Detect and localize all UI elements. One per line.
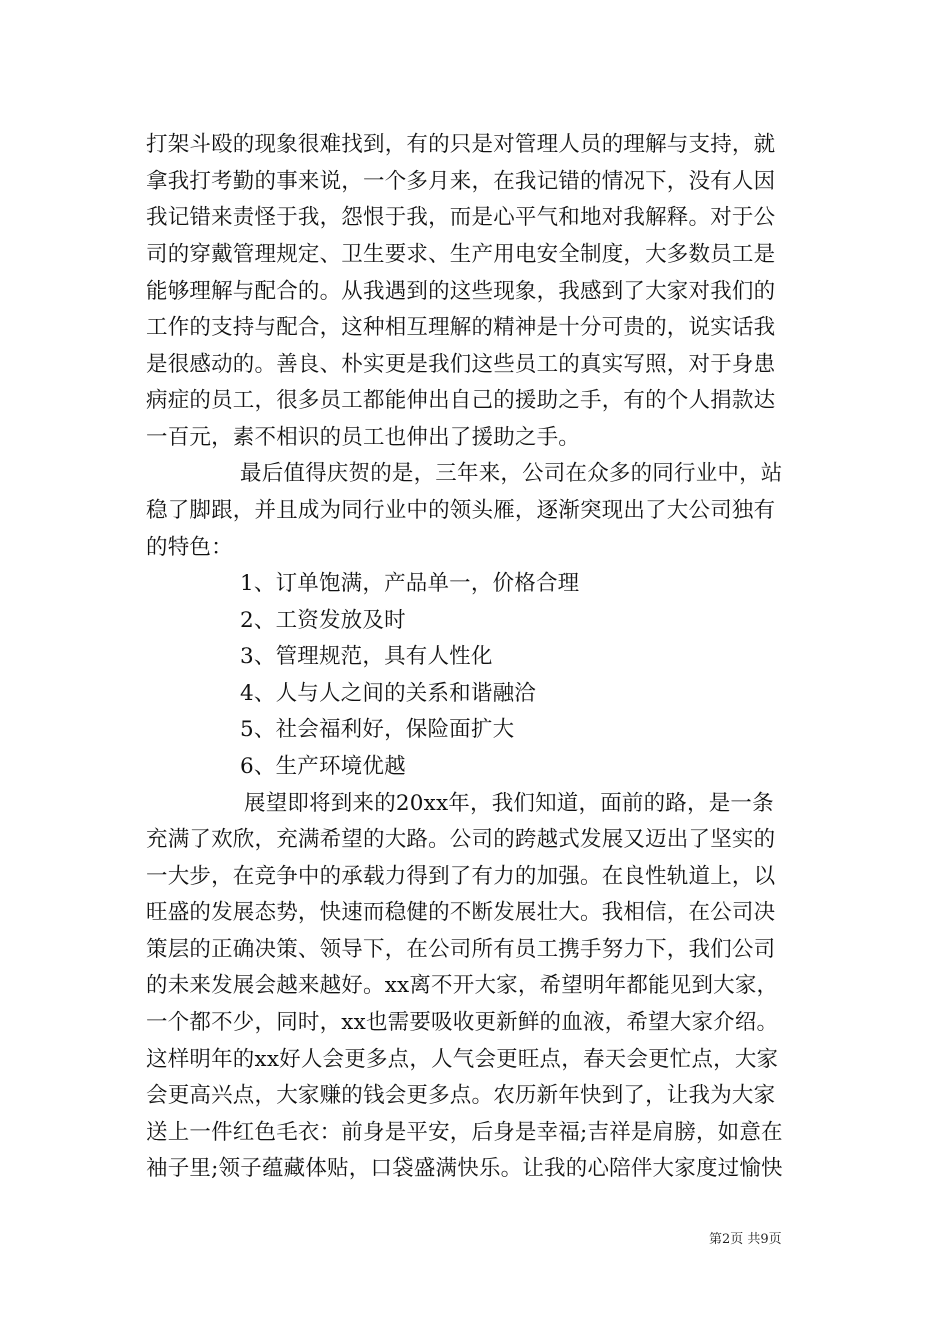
- paragraph-line: 稳了脚跟，并且成为同行业中的领头雁，逐渐突现出了大公司独有: [146, 498, 776, 523]
- paragraph-line: 展望即将到来的20xx年，我们知道，面前的路，是一条: [244, 791, 774, 816]
- list-item: 6、生产环境优越: [240, 754, 406, 779]
- paragraph-line: 会更高兴点，大家赚的钱会更多点。农历新年快到了，让我为大家: [146, 1083, 776, 1108]
- paragraph-line: 这样明年的xx好人会更多点，人气会更旺点，春天会更忙点，大家: [146, 1047, 779, 1072]
- paragraph-line: 病症的员工，很多员工都能伸出自己的援助之手，有的个人捐款达: [146, 388, 776, 413]
- paragraph-line: 工作的支持与配合，这种相互理解的精神是十分可贵的，说实话我: [146, 315, 776, 340]
- paragraph-line: 最后值得庆贺的是，三年来，公司在众多的同行业中，站: [240, 461, 783, 486]
- paragraph-line: 我记错来责怪于我，怨恨于我，而是心平气和地对我解释。对于公: [146, 205, 776, 230]
- paragraph-line: 充满了欢欣，充满希望的大路。公司的跨越式发展又迈出了坚实的: [146, 827, 776, 852]
- list-item: 5、社会福利好，保险面扩大: [240, 717, 515, 742]
- paragraph-line: 送上一件红色毛衣：前身是平安，后身是幸福;吉祥是肩膀，如意在: [146, 1120, 783, 1145]
- paragraph-line: 是很感动的。善良、朴实更是我们这些员工的真实写照，对于身患: [146, 352, 776, 377]
- paragraph-line: 一百元，素不相识的员工也伸出了援助之手。: [146, 425, 581, 450]
- list-item: 3、管理规范，具有人性化: [240, 644, 493, 669]
- list-item: 2、工资发放及时: [240, 608, 406, 633]
- paragraph-line: 能够理解与配合的。从我遇到的这些现象，我感到了大家对我们的: [146, 279, 776, 304]
- paragraph-line: 袖子里;领子蕴藏体贴，口袋盛满快乐。让我的心陪伴大家度过愉快: [146, 1156, 783, 1181]
- paragraph-line: 一个都不少，同时，xx也需要吸收更新鲜的血液，希望大家介绍。: [146, 1010, 779, 1035]
- list-item: 4、人与人之间的关系和谐融洽: [240, 681, 536, 706]
- paragraph-line: 司的穿戴管理规定、卫生要求、生产用电安全制度，大多数员工是: [146, 242, 776, 267]
- paragraph-line: 一大步，在竞争中的承载力得到了有力的加强。在良性轨道上，以: [146, 864, 776, 889]
- paragraph-line: 的未来发展会越来越好。xx离不开大家，希望明年都能见到大家，: [146, 973, 779, 998]
- paragraph-line: 旺盛的发展态势，快速而稳健的不断发展壮大。我相信，在公司决: [146, 900, 776, 925]
- paragraph-line: 打架斗殴的现象很难找到，有的只是对管理人员的理解与支持，就: [146, 132, 776, 157]
- paragraph-line: 拿我打考勤的事来说，一个多月来，在我记错的情况下，没有人因: [146, 169, 776, 194]
- paragraph-line: 的特色：: [146, 535, 233, 560]
- list-item: 1、订单饱满，产品单一，价格合理: [240, 571, 580, 596]
- paragraph-line: 策层的正确决策、领导下，在公司所有员工携手努力下，我们公司: [146, 937, 776, 962]
- page-number-footer: 第2页 共9页: [709, 1232, 782, 1247]
